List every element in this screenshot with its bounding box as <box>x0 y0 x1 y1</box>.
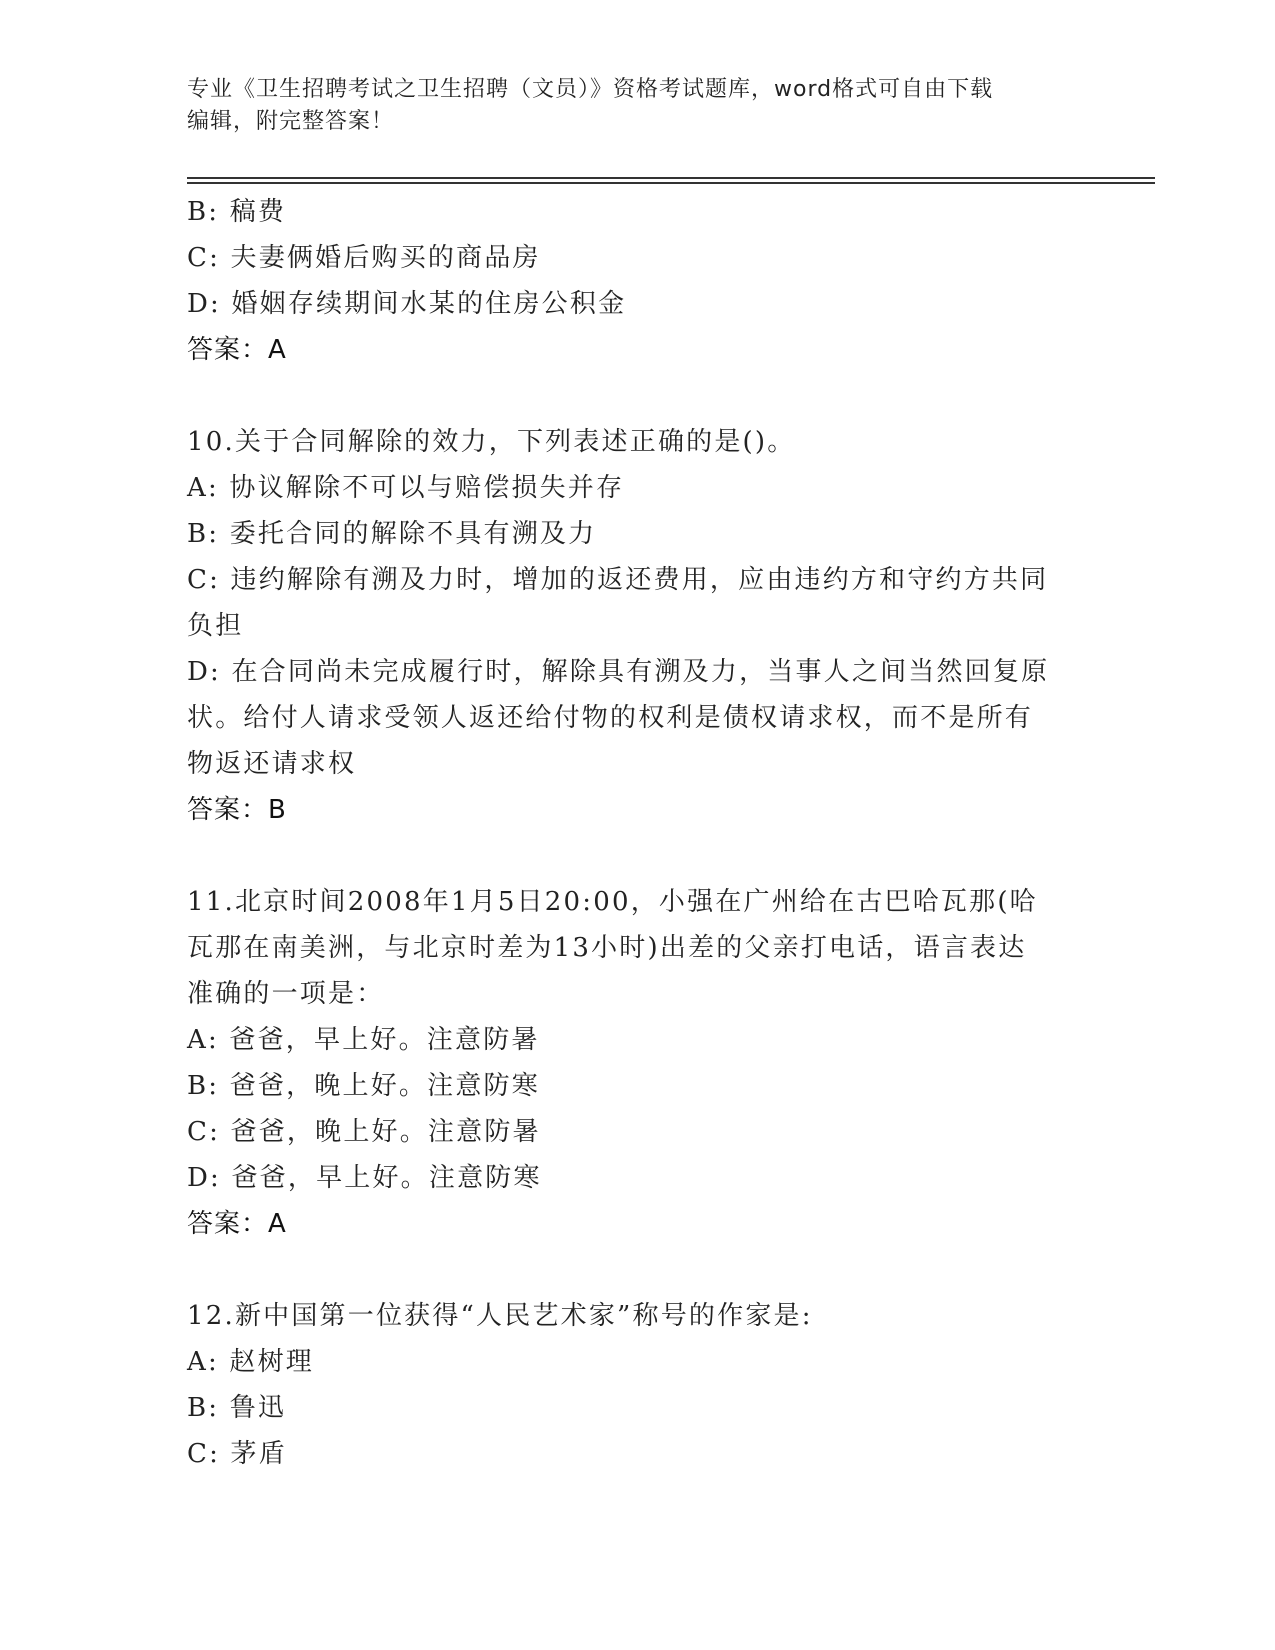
q10-question: 10.关于合同解除的效力，下列表述正确的是()。 <box>187 427 796 457</box>
header-rule-top <box>187 177 1155 179</box>
q12-option-b: B: 鲁迅 <box>187 1393 287 1423</box>
question-list <box>187 189 1087 1477</box>
document-header <box>187 74 1077 138</box>
header-line-2: 编辑，附完整答案！ <box>187 109 395 134</box>
spacer <box>187 373 1087 419</box>
q10-option-c-line-2: 负担 <box>187 611 244 641</box>
q10-option-d-line-2: 状。给付人请求受领人返还给付物的权利是债权请求权，而不是所有 <box>187 703 1034 733</box>
q11-question-line-2: 瓦那在南美洲，与北京时差为13小时)出差的父亲打电话，语言表达 <box>187 933 1027 963</box>
q12-option-c: C: 茅盾 <box>187 1439 287 1469</box>
q10-option-a: A: 协议解除不可以与赔偿损失并存 <box>187 473 625 503</box>
q9-answer: 答案：A <box>187 335 287 365</box>
q12-question: 12.新中国第一位获得“人民艺术家”称号的作家是: <box>187 1301 813 1331</box>
q11-option-d: D: 爸爸，早上好。注意防寒 <box>187 1163 542 1193</box>
question-9 <box>187 189 1087 373</box>
question-12 <box>187 1293 1087 1477</box>
q11-answer: 答案：A <box>187 1209 287 1239</box>
q10-option-d-line-3: 物返还请求权 <box>187 749 357 779</box>
header-rule-bottom <box>187 182 1155 184</box>
question-10 <box>187 419 1087 833</box>
q10-option-d-line-1: D: 在合同尚未完成履行时，解除具有溯及力，当事人之间当然回复原 <box>187 657 1050 687</box>
q10-option-b: B: 委托合同的解除不具有溯及力 <box>187 519 597 549</box>
q12-option-a: A: 赵树理 <box>187 1347 315 1377</box>
question-11 <box>187 879 1087 1247</box>
q10-option-c-line-1: C: 违约解除有溯及力时，增加的返还费用，应由违约方和守约方共同 <box>187 565 1049 595</box>
header-line-1: 专业《卫生招聘考试之卫生招聘（文员）》资格考试题库，word格式可自由下载 <box>187 77 994 102</box>
q11-option-b: B: 爸爸，晚上好。注意防寒 <box>187 1071 540 1101</box>
q9-option-c: C: 夫妻俩婚后购买的商品房 <box>187 243 541 273</box>
q10-answer: 答案：B <box>187 795 287 825</box>
spacer <box>187 1247 1087 1293</box>
q11-question-line-3: 准确的一项是： <box>187 979 385 1009</box>
q11-option-a: A: 爸爸，早上好。注意防暑 <box>187 1025 540 1055</box>
spacer <box>187 833 1087 879</box>
q11-question-line-1: 11.北京时间2008年1月5日20:00，小强在广州给在古巴哈瓦那(哈 <box>187 887 1038 917</box>
q11-option-c: C: 爸爸，晚上好。注意防暑 <box>187 1117 541 1147</box>
q9-option-b: B: 稿费 <box>187 197 287 227</box>
q9-option-d: D: 婚姻存续期间水某的住房公积金 <box>187 289 627 319</box>
